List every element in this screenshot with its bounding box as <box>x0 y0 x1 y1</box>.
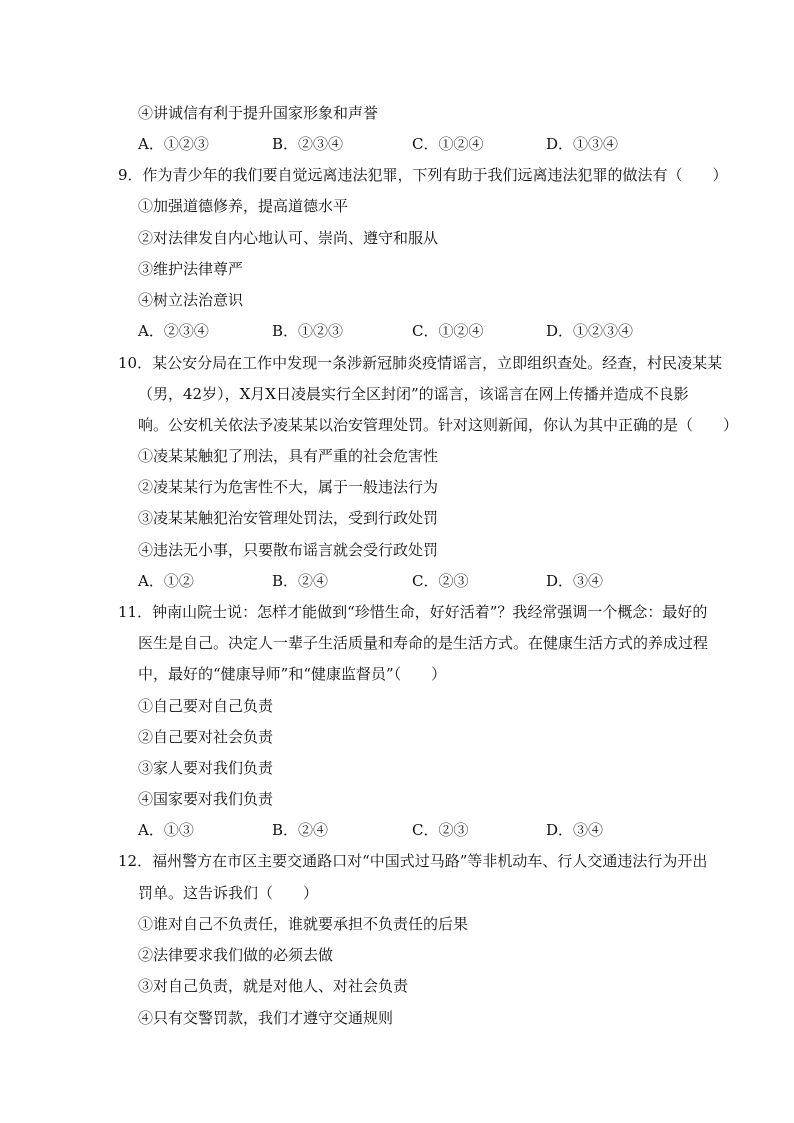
q9-stem: 9．作为青少年的我们要自觉远离违法犯罪，下列有助于我们远离违法犯罪的做法有（ ） <box>118 166 728 184</box>
q11-statement-4: ④国家要对我们负责 <box>138 790 274 808</box>
q10-statement-1: ①凌某某触犯了刑法，具有严重的社会危害性 <box>138 447 439 465</box>
q11-stem-line-1: 11．钟南山院士说：怎样才能做到“珍惜生命，好好活着”？我经常强调一个概念：最好的 <box>118 603 708 621</box>
q8-statement-4: ④讲诚信有利于提升国家形象和声誉 <box>138 104 379 122</box>
q9-option-a[interactable]: A．②③④ <box>138 322 209 340</box>
q9-option-d[interactable]: D．①②③④ <box>546 322 634 340</box>
q9-statement-1: ①加强道德修养，提高道德水平 <box>138 197 349 215</box>
q9-statement-2: ②对法律发自内心地认可、崇尚、遵守和服从 <box>138 229 439 247</box>
q11-statement-2: ②自己要对社会负责 <box>138 728 274 746</box>
q12-stem-line-1: 12．福州警方在市区主要交通路口对“中国式过马路”等非机动车、行人交通违法行为开出 <box>118 852 708 870</box>
q12-statement-4: ④只有交警罚款，我们才遵守交通规则 <box>138 1009 394 1027</box>
q12-stem-line-2: 罚单。这告诉我们（ ） <box>138 884 319 902</box>
q11-option-b[interactable]: B．②④ <box>272 821 329 839</box>
q10-option-c[interactable]: C．②③ <box>412 572 469 590</box>
q9-statement-4: ④树立法治意识 <box>138 291 244 309</box>
q10-stem-line-1: 10．某公安分局在工作中发现一条涉新冠肺炎疫情谣言，立即组织查处。经查，村民凌某某 <box>118 354 723 372</box>
q8-option-d[interactable]: D．①③④ <box>546 135 619 153</box>
q8-option-b[interactable]: B．②③④ <box>272 135 344 153</box>
q11-stem-line-2: 医生是自己。决定人一辈子生活质量和寿命的是生活方式。在健康生活方式的养成过程 <box>138 634 709 652</box>
q11-option-d[interactable]: D．③④ <box>546 821 604 839</box>
q12-statement-3: ③对自己负责，就是对他人、对社会负责 <box>138 977 409 995</box>
q9-statement-3: ③维护法律尊严 <box>138 260 244 278</box>
q9-option-c[interactable]: C．①②④ <box>412 322 484 340</box>
q11-statement-1: ①自己要对自己负责 <box>138 697 274 715</box>
q10-option-d[interactable]: D．③④ <box>546 572 604 590</box>
q9-option-b[interactable]: B．①②③ <box>272 322 344 340</box>
q12-statement-1: ①谁对自己不负责任，谁就要承担不负责任的后果 <box>138 915 469 933</box>
q8-option-a[interactable]: A．①②③ <box>138 135 209 153</box>
q11-option-c[interactable]: C．②③ <box>412 821 469 839</box>
q8-option-c[interactable]: C．①②④ <box>412 135 484 153</box>
q10-statement-4: ④违法无小事，只要散布谣言就会受行政处罚 <box>138 541 439 559</box>
q10-stem-line-3: 响。公安机关依法予凌某某以治安管理处罚。针对这则新闻，你认为其中正确的是（ ） <box>138 416 739 434</box>
q10-statement-3: ③凌某某触犯治安管理处罚法，受到行政处罚 <box>138 509 439 527</box>
q10-stem-line-2: （男，42岁），X月X日凌晨实行全区封闭”的谣言，该谣言在网上传播并造成不良影 <box>138 385 689 403</box>
q11-option-a[interactable]: A．①③ <box>138 821 194 839</box>
q11-statement-3: ③家人要对我们负责 <box>138 759 274 777</box>
q10-option-b[interactable]: B．②④ <box>272 572 329 590</box>
q11-stem-line-3: 中，最好的“健康导师”和“健康监督员”（ ） <box>138 665 447 683</box>
q10-statement-2: ②凌某某行为危害性不大，属于一般违法行为 <box>138 478 439 496</box>
q10-option-a[interactable]: A．①② <box>138 572 194 590</box>
q12-statement-2: ②法律要求我们做的必须去做 <box>138 946 334 964</box>
